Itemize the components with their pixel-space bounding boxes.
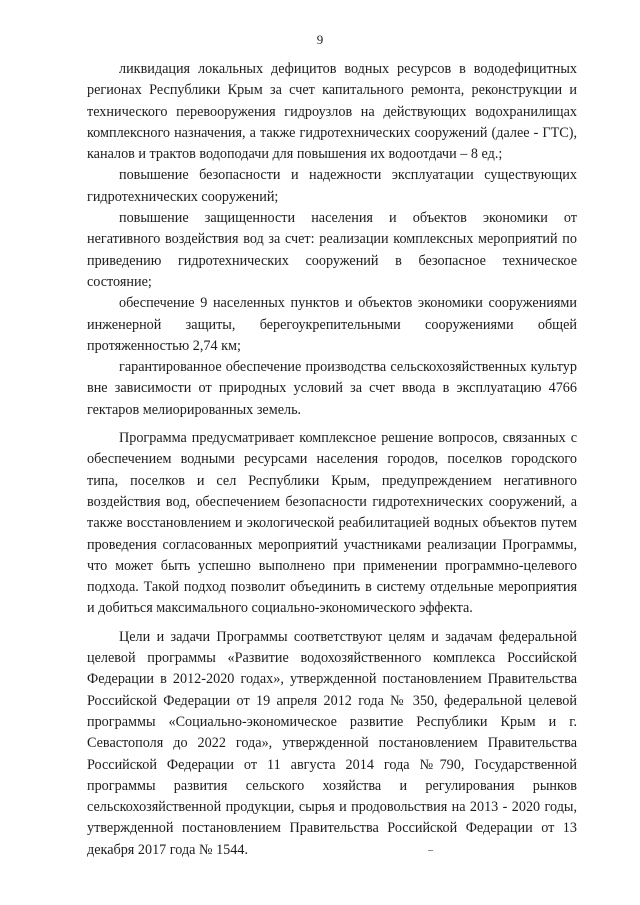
page-number: 9 [316,32,324,47]
paragraph-goals-and-tasks: Цели и задачи Программы соответствуют целям и задачам федеральной целевой программы «Развитие водохозяйственного комплекса Российской Федерации в 2012-2020 годах», утвержденной постановлением Правительства Российской Федерации от 19 апреля 2012 года № 350, федеральной целевой программы «Социально-экономическое развитие Республики Крым и г. Севастополя до 2022 года», утвержденной постановлением Правительства Российской Федерации от 11 августа 2014 года №790, Государственной программы развития сельского хозяйства и регулирования рынков сельскохозяйственной продукции, сырья и продовольствия на 2013 - 2020 годы, утвержденной постановлением Правительства Российской Федерации от 13 декабря 2017 года № 1544. [87,628,577,858]
paragraph-protection: повышение защищенности населения и объектов экономики от негативного воздействия вод за счет: реализации комплексных мероприятий по приведению гидротехнических сооружений в безопасное техническое состояние; [87,210,577,290]
paragraph-program-approach: Программа предусматривает комплексное решение вопросов, связанных с обеспечением водными ресурсами населения городов, поселков городского типа, поселков и сел Республики Крым, предупреждением негативного воздействия вод, обеспечением безопасности гидротехнических сооружений, а также восстановлением и экологической реабилитацией водных объектов путем проведения согласованных мероприятий участниками реализации Программы, что может быть успешно выполнено при применении программно-целевого подхода. Такой подход позволит объединить в систему отдельные мероприятия и добиться максимального социально-экономического эффекта. [87,430,577,617]
paragraph-agriculture: гарантированное обеспечение производства сельскохозяйственных культур вне зависимости от природных условий за счет ввода в эксплуатацию 4766 гектаров мелиорированных земель. [87,359,577,418]
paragraph-water-deficit: ликвидация локальных дефицитов водных ресурсов в вододефицитных регионах Республики Крым за счет капитального ремонта, реконструкции и технического перевооружения гидроузлов на действующих водохранилищах комплексного назначения, а также гидротехнических сооружений (далее - ГТС), каналов и трактов водоподачи для повышения их водоотдачи – 8 ед.; [87,61,577,163]
document-body [87,59,577,861]
scan-mark [428,850,433,851]
paragraph-safety: повышение безопасности и надежности эксплуатации существующих гидротехнических сооружений; [87,167,577,205]
paragraph-engineering-protection: обеспечение 9 населенных пунктов и объектов экономики сооружениями инженерной защиты, берегоукрепительными сооружениями общей протяженностью 2,74 км; [87,295,577,354]
